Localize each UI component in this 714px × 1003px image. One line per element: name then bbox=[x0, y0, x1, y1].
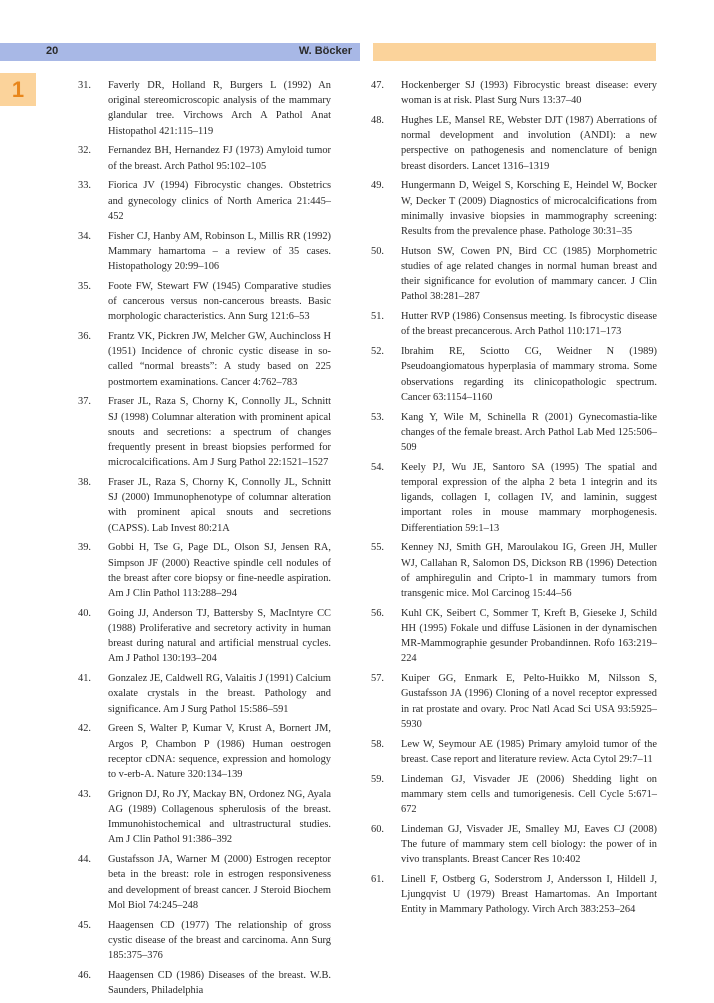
running-author: W. Böcker bbox=[298, 45, 352, 57]
reference-text: Fernandez BH, Hernandez FJ (1973) Amyloid tumor of the breast. Arch Pathol 95:102–105 bbox=[108, 145, 331, 172]
reference-text: Gustafsson JA, Warner M (2000) Estrogen receptor beta in the breast: role in estrogen responsiveness and development of breast cancer. J Steroid Biochem Mol Biol 74:245–248 bbox=[108, 854, 331, 911]
reference-text: Linell F, Ostberg G, Soderstrom J, Andersson I, Hildell J, Ljungqvist U (1979) Breast Hamartomas. An Important Entity in Mammary Pathology. Virch Arch 383:253–264 bbox=[401, 874, 657, 916]
reference-item bbox=[78, 721, 331, 782]
reference-number: 50. bbox=[371, 245, 384, 257]
reference-item bbox=[78, 606, 331, 667]
reference-text: Haagensen CD (1977) The relationship of gross cystic disease of the breast and carcinoma. Ann Surg 185:375–376 bbox=[108, 919, 331, 962]
reference-item bbox=[78, 178, 331, 224]
reference-number: 40. bbox=[78, 607, 91, 619]
page-number: 20 bbox=[46, 45, 59, 57]
reference-column-left bbox=[78, 78, 331, 1003]
reference-text: Green S, Walter P, Kumar V, Krust A, Bornert JM, Argos P, Chambon P (1986) Human oestrogen receptor cDNA: sequence, expression and homology to v-erb-A. Nature 320:134–139 bbox=[108, 723, 331, 781]
reference-item bbox=[371, 872, 657, 918]
reference-number: 55. bbox=[371, 542, 384, 554]
reference-item bbox=[78, 787, 331, 848]
reference-number: 34. bbox=[78, 230, 91, 242]
reference-item bbox=[78, 968, 331, 998]
reference-text: Gobbi H, Tse G, Page DL, Olson SJ, Jensen RA, Simpson JF (2000) Reactive spindle cell nodules of the breast after core biopsy or fine-needle aspiration. Am J Clin Pathol 113:288–294 bbox=[108, 542, 331, 600]
reference-number: 39. bbox=[78, 542, 91, 554]
reference-number: 45. bbox=[78, 919, 91, 931]
reference-text: Hockenberger SJ (1993) Fibrocystic breast disease: every woman is at risk. Plast Surg Nurs 13:37–40 bbox=[401, 80, 657, 107]
reference-item bbox=[78, 852, 331, 913]
reference-number: 35. bbox=[78, 280, 91, 292]
reference-text: Kuiper GG, Enmark E, Pelto-Huikko M, Nilsson S, Gustafsson JA (1996) Cloning of a novel receptor expressed in rat prostate and ovary. Proc Natl Acad Sci USA 93:5925–5930 bbox=[401, 673, 657, 730]
reference-text: Fraser JL, Raza S, Chorny K, Connolly JL, Schnitt SJ (1998) Columnar alteration with prominent apical snouts and secretions: a spectrum of changes frequently present in breast biopsies performed for microcalcifications. Am J Surg Pathol 22:1521–1527 bbox=[108, 396, 331, 469]
reference-item bbox=[371, 606, 657, 667]
reference-number: 52. bbox=[371, 346, 384, 358]
reference-item bbox=[78, 229, 331, 275]
reference-item bbox=[78, 394, 331, 470]
reference-number: 43. bbox=[78, 788, 91, 800]
reference-text: Keely PJ, Wu JE, Santoro SA (1995) The spatial and temporal expression of the alpha 2 beta 1 integrin and its ligands, collagen I, collagen IV, and laminin, suggest important roles in mouse mammary morphogenesis. Differentiation 59:1–13 bbox=[401, 461, 657, 534]
reference-item bbox=[371, 737, 657, 767]
reference-item bbox=[371, 772, 657, 818]
reference-item bbox=[371, 178, 657, 239]
reference-text: Fraser JL, Raza S, Chorny K, Connolly JL, Schnitt SJ (2000) Immunophenotype of columnar alteration with prominent apical snouts and secretions (CAPSS). Lab Invest 80:21A bbox=[108, 477, 331, 534]
reference-number: 46. bbox=[78, 969, 91, 981]
reference-number: 42. bbox=[78, 723, 91, 735]
reference-text: Haagensen CD (1986) Diseases of the breast. W.B. Saunders, Philadelphia bbox=[108, 969, 331, 997]
reference-text: Kenney NJ, Smith GH, Maroulakou IG, Green JH, Muller WJ, Callahan R, Salomon DS, Dickson RB (1996) Detection of amphiregulin and Cripto-1 in mammary tumors from transgenic mice. Mol Carcinog 15:44–56 bbox=[401, 542, 657, 600]
reference-item bbox=[78, 78, 331, 139]
reference-text: Lindeman GJ, Visvader JE (2006) Shedding light on mammary stem cells and tumorigenesis. Cell Cycle 5:671–672 bbox=[401, 773, 657, 816]
reference-number: 57. bbox=[371, 673, 384, 685]
reference-text: Ibrahim RE, Sciotto CG, Weidner N (1989) Pseudoangiomatous hyperplasia of mammary stroma. Some observations regarding its clinicopathologic spectrum. Cancer 63:1154–1160 bbox=[401, 346, 657, 403]
reference-text: Hughes LE, Mansel RE, Webster DJT (1987) Aberrations of normal development and involution (ANDI): a new perspective on pathogenesis and nomenclature of benign breast disorders. Lancet 1316–1319 bbox=[401, 115, 657, 172]
reference-text: Going JJ, Anderson TJ, Battersby S, MacIntyre CC (1988) Proliferative and secretory activity in human breast during natural and artificial menstrual cycles. Am J Pathol 130:193–204 bbox=[108, 607, 331, 665]
reference-item bbox=[78, 143, 331, 173]
reference-number: 31. bbox=[78, 80, 91, 91]
reference-text: Fisher CJ, Hanby AM, Robinson L, Millis RR (1992) Mammary hamartoma – a review of 35 cases. Histopathology 20:99–106 bbox=[108, 230, 331, 273]
reference-item bbox=[371, 309, 657, 339]
reference-text: Faverly DR, Holland R, Burgers L (1992) An original stereomicroscopic analysis of the mammary glandular tree. Virchows Arch A Pathol Anat Histopathol 421:115–119 bbox=[108, 80, 331, 137]
reference-number: 60. bbox=[371, 823, 384, 835]
reference-number: 48. bbox=[371, 115, 384, 126]
reference-text: Kang Y, Wile M, Schinella R (2001) Gynecomastia-like changes of the female breast. Arch Pathol Lab Med 125:506–509 bbox=[401, 411, 657, 454]
reference-item bbox=[371, 671, 657, 732]
reference-text: Foote FW, Stewart FW (1945) Comparative studies of cancerous versus non-cancerous breasts. Basic morphologic characteristics. Ann Surg 121:6–53 bbox=[108, 280, 331, 323]
reference-number: 51. bbox=[371, 311, 384, 323]
reference-text: Hutter RVP (1986) Consensus meeting. Is fibrocystic disease of the breast precancerous. Arch Pathol 110:171–173 bbox=[401, 311, 657, 338]
reference-number: 58. bbox=[371, 738, 384, 750]
reference-item bbox=[371, 540, 657, 601]
header-bar-right bbox=[373, 43, 656, 61]
reference-text: Fiorica JV (1994) Fibrocystic changes. Obstetrics and gynecology clinics of North America 21:445–452 bbox=[108, 180, 331, 222]
reference-number: 32. bbox=[78, 145, 91, 157]
reference-text: Lindeman GJ, Visvader JE, Smalley MJ, Eaves CJ (2008) The future of mammary stem cell biology: the power of in vivo transplants. Breast Cancer Res 10:402 bbox=[401, 823, 657, 866]
reference-item bbox=[78, 671, 331, 717]
reference-number: 54. bbox=[371, 461, 384, 473]
reference-number: 53. bbox=[371, 411, 384, 423]
reference-text: Gonzalez JE, Caldwell RG, Valaitis J (1991) Calcium oxalate crystals in the breast. Pathology and significance. Am J Surg Pathol 15:586–591 bbox=[108, 673, 331, 715]
reference-text: Kuhl CK, Seibert C, Sommer T, Kreft B, Gieseke J, Schild HH (1995) Fokale und diffuse Läsionen in der dynamischen MR-Mammographie gesunder Probandinnen. Rofo 163:219–224 bbox=[401, 607, 657, 665]
reference-number: 37. bbox=[78, 396, 91, 408]
reference-number: 33. bbox=[78, 180, 91, 192]
reference-item bbox=[78, 918, 331, 964]
chapter-tab: 1 bbox=[0, 73, 36, 106]
reference-item bbox=[371, 113, 657, 174]
reference-text: Hutson SW, Cowen PN, Bird CC (1985) Morphometric studies of age related changes in normal human breast and their significance for evolution of mammary cancer. J Clin Pathol 38:281–287 bbox=[401, 245, 657, 303]
reference-text: Hungermann D, Weigel S, Korsching E, Heindel W, Bocker W, Decker T (2009) Diagnostics of microcalcifications from minimally invasive biopsies in mammography screening: Results from the prevalence phase. Pathologe 30:31–35 bbox=[401, 180, 657, 238]
reference-item bbox=[371, 822, 657, 868]
reference-item bbox=[371, 460, 657, 536]
reference-number: 38. bbox=[78, 477, 91, 489]
reference-item bbox=[371, 78, 657, 108]
reference-number: 49. bbox=[371, 180, 384, 192]
reference-number: 44. bbox=[78, 854, 91, 866]
reference-item bbox=[78, 475, 331, 536]
reference-item bbox=[371, 410, 657, 456]
reference-number: 47. bbox=[371, 80, 384, 91]
reference-item bbox=[371, 344, 657, 405]
reference-item bbox=[371, 244, 657, 305]
reference-number: 41. bbox=[78, 673, 91, 685]
reference-item bbox=[78, 540, 331, 601]
running-header bbox=[0, 43, 360, 61]
reference-text: Frantz VK, Pickren JW, Melcher GW, Auchincloss H (1951) Incidence of chronic cystic disease in so-called “normal breasts”: A study based on 225 postmortem examinations. Cancer 4:762–783 bbox=[108, 331, 331, 388]
reference-text: Grignon DJ, Ro JY, Mackay BN, Ordonez NG, Ayala AG (1989) Collagenous spherulosis of the breast. Immunohistochemical and ultrastructural studies. Am J Clin Pathol 91:386–392 bbox=[108, 788, 331, 846]
reference-number: 61. bbox=[371, 874, 384, 886]
reference-number: 56. bbox=[371, 607, 384, 619]
reference-column-right bbox=[371, 78, 657, 922]
reference-number: 59. bbox=[371, 773, 384, 785]
reference-number: 36. bbox=[78, 331, 91, 343]
reference-item bbox=[78, 279, 331, 325]
reference-item bbox=[78, 329, 331, 390]
reference-text: Lew W, Seymour AE (1985) Primary amyloid tumor of the breast. Case report and literature review. Acta Cytol 29:7–11 bbox=[401, 738, 657, 765]
